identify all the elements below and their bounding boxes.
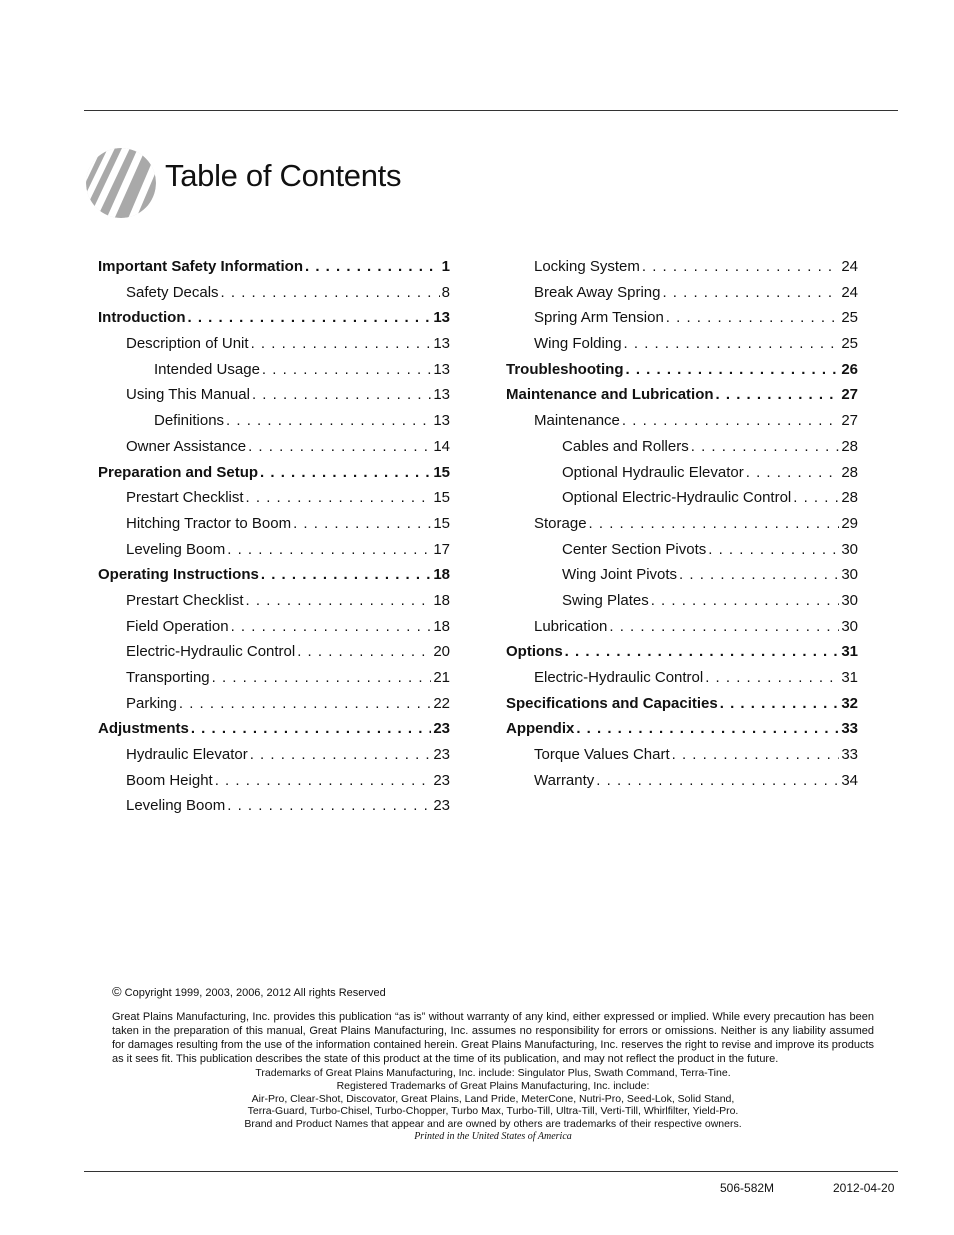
toc-entry-label: Wing Joint Pivots — [562, 566, 678, 584]
trademarks-line: Brand and Product Names that appear and are owned by others are trademarks of their respective owners. — [244, 1118, 742, 1131]
toc-entry-page: 24 — [841, 283, 858, 301]
toc-leader-dots — [596, 772, 839, 789]
toc-entry-page: 23 — [433, 797, 450, 815]
toc-leader-dots — [705, 669, 839, 686]
toc-entry[interactable] — [98, 669, 450, 695]
toc-entry-page: 13 — [433, 360, 450, 378]
toc-entry-page: 15 — [433, 489, 450, 507]
toc-entry-label: Break Away Spring — [534, 283, 661, 301]
toc-entry[interactable] — [506, 720, 858, 746]
toc-leader-dots — [248, 438, 431, 455]
toc-leader-dots — [662, 284, 839, 301]
toc-entry-page: 30 — [841, 540, 858, 558]
toc-entry-label: Leveling Boom — [126, 540, 226, 558]
toc-entry-label: Lubrication — [534, 617, 608, 635]
toc-entry-label: Adjustments — [98, 720, 189, 738]
toc-entry-page: 13 — [433, 412, 450, 430]
toc-entry[interactable] — [98, 746, 450, 772]
toc-leader-dots — [191, 720, 431, 737]
toc-entry-page: 8 — [441, 283, 450, 301]
toc-entry-label: Parking — [126, 694, 177, 712]
toc-entry-label: Important Safety Information — [98, 258, 304, 275]
toc-entry-page: 23 — [433, 746, 450, 764]
toc-leader-dots — [793, 489, 839, 506]
toc-entry-label: Transporting — [126, 669, 210, 686]
toc-entry-label: Troubleshooting — [506, 360, 624, 378]
toc-leader-dots — [246, 489, 432, 506]
toc-leader-dots — [246, 592, 432, 609]
toc-entry-label: Optional Electric-Hydraulic Control — [562, 489, 792, 507]
toc-leader-dots — [179, 695, 431, 712]
copyright-line — [112, 985, 874, 1000]
toc-leader-dots — [679, 566, 839, 583]
toc-entry-page: 32 — [841, 694, 858, 712]
toc-entry-label: Hydraulic Elevator — [126, 746, 248, 764]
copyright-text: Copyright 1999, 2003, 2006, 2012 All rights Reserved — [124, 987, 386, 999]
toc-entry-page: 20 — [433, 643, 450, 661]
document-number: 506-582M — [720, 1181, 775, 1195]
toc-entry[interactable] — [506, 386, 858, 412]
toc-entry-page: 27 — [841, 412, 858, 430]
toc-entry[interactable] — [506, 643, 858, 669]
toc-entry[interactable] — [98, 772, 450, 798]
toc-entry-label: Optional Hydraulic Elevator — [562, 463, 744, 481]
toc-entry[interactable] — [506, 566, 858, 592]
toc-leader-dots — [212, 669, 432, 686]
toc-entry-page: 1 — [441, 258, 450, 275]
toc-leader-dots — [708, 541, 839, 558]
toc-entry-label: Preparation and Setup — [98, 463, 259, 481]
toc-entry[interactable] — [98, 618, 450, 644]
great-plains-logo-icon — [86, 148, 156, 218]
toc-entry-label: Maintenance and Lubrication — [506, 386, 714, 404]
toc-entry[interactable] — [506, 618, 858, 644]
toc-leader-dots — [576, 720, 839, 737]
toc-entry[interactable] — [506, 309, 858, 335]
toc-entry-page: 13 — [433, 335, 450, 353]
toc-entry[interactable] — [98, 515, 450, 541]
toc-leader-dots — [565, 643, 840, 660]
toc-entry[interactable] — [506, 464, 858, 490]
toc-leader-dots — [250, 746, 432, 763]
toc-leader-dots — [221, 284, 440, 301]
toc-entry-page: 24 — [841, 258, 858, 275]
trademarks-line: Registered Trademarks of Great Plains Manufacturing, Inc. include: — [336, 1079, 650, 1092]
toc-leader-dots — [691, 438, 840, 455]
toc-entry-label: Operating Instructions — [98, 566, 259, 584]
page-title: Table of Contents — [165, 158, 402, 193]
toc-entry-label: Prestart Checklist — [126, 489, 244, 507]
toc-entry-label: Electric-Hydraulic Control — [534, 669, 704, 686]
toc-entry-page: 15 — [433, 514, 450, 532]
toc-leader-dots — [261, 566, 431, 583]
toc-leader-dots — [227, 541, 431, 558]
trademarks-line: Trademarks of Great Plains Manufacturing, Inc. include: Singulator Plus, Swath Command, Terra-Tine. — [255, 1067, 731, 1079]
toc-entry[interactable] — [98, 309, 450, 335]
printed-in-line: Printed in the United States of America — [414, 1130, 572, 1142]
toc-leader-dots — [231, 618, 432, 635]
toc-entry[interactable] — [98, 335, 450, 361]
document-date: 2012-04-20 — [833, 1181, 895, 1195]
toc-entry-page: 14 — [433, 437, 450, 455]
toc-entry-label: Intended Usage — [154, 360, 260, 378]
toc-right-column — [506, 258, 858, 797]
toc-leader-dots — [651, 592, 840, 609]
toc-entry-label: Center Section Pivots — [562, 540, 707, 558]
toc-entry-page: 13 — [433, 386, 450, 404]
toc-entry-label: Storage — [534, 514, 587, 532]
toc-leader-dots — [624, 335, 840, 352]
toc-entry[interactable] — [98, 797, 450, 823]
toc-leader-dots — [589, 515, 840, 532]
toc-entry-label: Definitions — [154, 412, 225, 430]
toc-entry[interactable] — [506, 772, 858, 798]
toc-entry[interactable] — [98, 258, 450, 284]
copyright-symbol: © — [112, 984, 122, 999]
toc-entry[interactable] — [98, 284, 450, 310]
toc-leader-dots — [227, 797, 431, 814]
disclaimer-text: Great Plains Manufacturing, Inc. provides this publication “as is” without warranty of any kind, either expressed or implied. While every precaution has been taken in the preparation of this manual, Great Plains Manufacturing, Inc. assumes no responsibility for errors or omissions. Neither is any liability assumed for damages resulting from the use of the information contained herein. Great Plains Manufacturing, Inc. reserves the right to revise and improve its products as it sees fit. This publication describes the state of this product at the time of its publication, and may not reflect the product in the future. — [112, 1011, 874, 1065]
toc-entry[interactable] — [506, 541, 858, 567]
toc-entry[interactable] — [98, 464, 450, 490]
toc-leader-dots — [297, 643, 431, 660]
toc-entry[interactable] — [98, 438, 450, 464]
toc-entry[interactable] — [506, 746, 858, 772]
toc-entry-page: 28 — [841, 463, 858, 481]
toc-entry-page: 28 — [841, 437, 858, 455]
toc-entry[interactable] — [506, 489, 858, 515]
toc-entry-page: 28 — [841, 489, 858, 507]
toc-entry-label: Appendix — [506, 720, 575, 738]
toc-entry[interactable] — [98, 489, 450, 515]
toc-leader-dots — [666, 309, 840, 326]
toc-entry[interactable] — [98, 643, 450, 669]
toc-entry-label: Maintenance — [534, 412, 620, 430]
toc-entry[interactable] — [98, 541, 450, 567]
toc-entry[interactable] — [98, 592, 450, 618]
bottom-rule — [84, 1171, 898, 1172]
toc-entry[interactable] — [506, 284, 858, 310]
toc-entry[interactable] — [506, 438, 858, 464]
toc-leader-dots — [226, 412, 431, 429]
toc-entry-page: 31 — [841, 669, 858, 686]
toc-entry-label: Warranty — [534, 771, 595, 789]
toc-leader-dots — [720, 695, 840, 712]
toc-entry-label: Boom Height — [126, 771, 213, 789]
toc-left-column — [98, 258, 450, 823]
trademarks-line: Terra-Guard, Turbo-Chisel, Turbo-Chopper, Turbo Max, Turbo-Till, Ultra-Till, Verti-Till, Whirlfilter, Yield-Pro. — [247, 1105, 739, 1118]
toc-leader-dots — [609, 618, 839, 635]
toc-entry-label: Electric-Hydraulic Control — [126, 643, 296, 661]
toc-leader-dots — [746, 464, 840, 481]
toc-entry[interactable] — [506, 669, 858, 695]
toc-entry-label: Cables and Rollers — [562, 437, 689, 455]
toc-entry-label: Locking System — [534, 258, 640, 275]
toc-entry-page: 27 — [841, 386, 858, 404]
toc-entry-page: 34 — [841, 771, 858, 789]
toc-leader-dots — [716, 386, 840, 403]
toc-entry-page: 25 — [841, 335, 858, 353]
toc-leader-dots — [260, 464, 431, 481]
toc-entry-page: 17 — [433, 540, 450, 558]
toc-entry-label: Specifications and Capacities — [506, 694, 718, 712]
toc-leader-dots — [305, 258, 440, 275]
toc-entry-label: Spring Arm Tension — [534, 309, 664, 327]
toc-entry-page: 30 — [841, 591, 858, 609]
toc-entry[interactable] — [506, 258, 858, 284]
toc-entry[interactable] — [98, 386, 450, 412]
toc-entry-label: Options — [506, 643, 563, 661]
toc-entry[interactable] — [98, 412, 450, 438]
toc-entry-label: Safety Decals — [126, 283, 219, 301]
toc-leader-dots — [622, 412, 839, 429]
toc-entry-label: Leveling Boom — [126, 797, 226, 815]
toc-entry-label: Introduction — [98, 309, 186, 327]
toc-entry[interactable] — [506, 412, 858, 438]
toc-entry-page: 29 — [841, 514, 858, 532]
toc-entry-label: Owner Assistance — [126, 437, 247, 455]
toc-entry-page: 33 — [841, 720, 858, 738]
toc-leader-dots — [293, 515, 431, 532]
toc-entry-page: 30 — [841, 617, 858, 635]
toc-entry-page: 23 — [433, 771, 450, 789]
toc-entry[interactable] — [98, 361, 450, 387]
toc-entry-page: 25 — [841, 309, 858, 327]
toc-leader-dots — [672, 746, 840, 763]
toc-entry[interactable] — [506, 515, 858, 541]
toc-entry-label: Wing Folding — [534, 335, 622, 353]
toc-leader-dots — [251, 335, 432, 352]
legal-notice — [112, 985, 874, 1144]
trademarks-block — [112, 1067, 874, 1144]
toc-leader-dots — [626, 361, 840, 378]
toc-entry[interactable] — [506, 592, 858, 618]
toc-entry-page: 18 — [433, 566, 450, 584]
toc-leader-dots — [642, 258, 839, 275]
toc-entry-page: 18 — [433, 617, 450, 635]
toc-entry[interactable] — [98, 695, 450, 721]
toc-entry-label: Torque Values Chart — [534, 746, 670, 764]
toc-leader-dots — [252, 386, 431, 403]
toc-entry-page: 26 — [841, 360, 858, 378]
toc-leader-dots — [215, 772, 432, 789]
toc-entry-page: 13 — [433, 309, 450, 327]
toc-entry[interactable] — [506, 361, 858, 387]
toc-entry-page: 30 — [841, 566, 858, 584]
toc-entry-page: 23 — [433, 720, 450, 738]
toc-entry-page: 31 — [841, 643, 858, 661]
toc-entry-page: 15 — [433, 463, 450, 481]
toc-entry-label: Hitching Tractor to Boom — [126, 514, 292, 532]
toc-entry-page: 21 — [433, 669, 450, 686]
trademarks-line: Air-Pro, Clear-Shot, Discovator, Great Plains, Land Pride, MeterCone, Nutri-Pro, Seed-Lok, Solid Stand, — [251, 1092, 735, 1105]
toc-entry[interactable] — [98, 566, 450, 592]
toc-entry-label: Description of Unit — [126, 335, 249, 353]
toc-leader-dots — [187, 309, 431, 326]
toc-entry-label: Swing Plates — [562, 591, 649, 609]
toc-entry-page: 22 — [433, 694, 450, 712]
toc-entry-page: 18 — [433, 591, 450, 609]
toc-entry[interactable] — [506, 335, 858, 361]
toc-leader-dots — [262, 361, 431, 378]
top-rule — [84, 110, 898, 111]
toc-entry[interactable] — [98, 720, 450, 746]
toc-entry-page: 33 — [841, 746, 858, 764]
toc-entry-label: Field Operation — [126, 617, 229, 635]
toc-entry-label: Using This Manual — [126, 386, 250, 404]
toc-entry-label: Prestart Checklist — [126, 591, 244, 609]
toc-entry[interactable] — [506, 695, 858, 721]
